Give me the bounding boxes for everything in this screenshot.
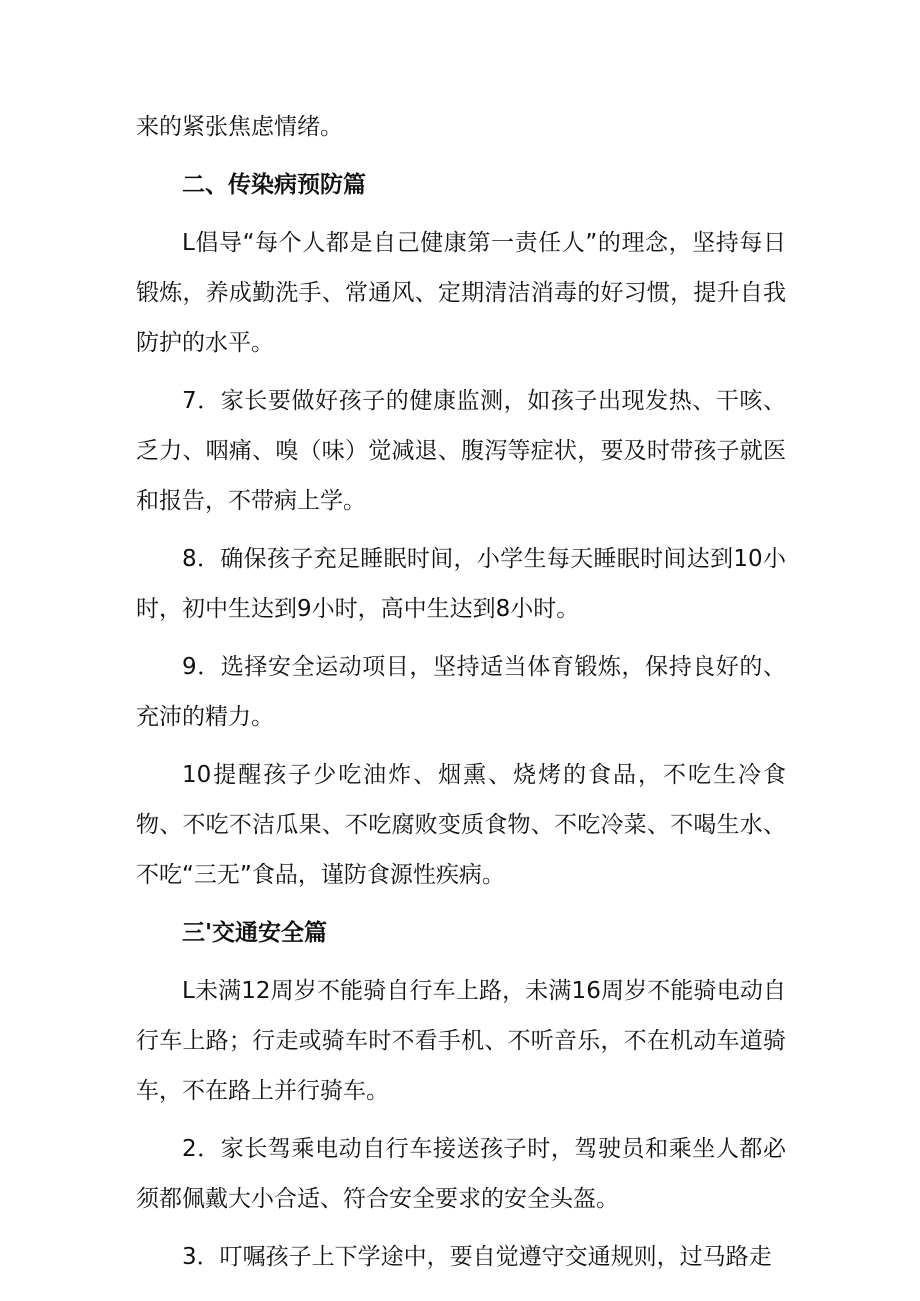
paragraph-item-9: 9．选择安全运动项目，坚持适当体育锻炼，保持良好的、充沛的精力。 [136,654,786,730]
section-heading-traffic-safety: 三'交通安全篇 [182,920,328,946]
paragraph-item-10: 10提醒孩子少吃油炸、烟熏、烧烤的食品，不吃生冷食物、不吃不洁瓜果、不吃腐败变质食物、不吃冷菜、不喝生水、不吃“三无”食品，谨防食源性疾病。 [136,762,786,888]
paragraph-traffic-item-1: L未满12周岁不能骑自行车上路，未满16周岁不能骑电动自行车上路；行走或骑车时不看手机、不听音乐，不在机动车道骑车，不在路上并行骑车。 [136,978,786,1104]
paragraph-item-8: 8．确保孩子充足睡眠时间，小学生每天睡眠时间达到10小时，初中生达到9小时，高中生达到8小时。 [136,546,786,622]
section-heading-infectious-disease: 二、传染病预防篇 [182,172,366,198]
document-body [136,102,786,1290]
paragraph-traffic-item-2: 2．家长驾乘电动自行车接送孩子时，驾驶员和乘坐人都必须都佩戴大小合适、符合安全要求的安全头盔。 [136,1136,786,1212]
paragraph-item-7: 7．家长要做好孩子的健康监测，如孩子出现发热、干咳、乏力、咽痛、嗅（味）觉减退、腹泻等症状，要及时带孩子就医和报告，不带病上学。 [136,388,786,514]
paragraph-item-1: L倡导“每个人都是自己健康第一责任人”的理念，坚持每日锻炼，养成勤洗手、常通风、定期清洁消毒的好习惯，提升自我防护的水平。 [136,230,786,356]
paragraph-continuation: 来的紧张焦虑情绪。 [136,114,343,140]
paragraph-traffic-item-3: 3．叮嘱孩子上下学途中，要自觉遵守交通规则，过马路走 [182,1244,772,1270]
